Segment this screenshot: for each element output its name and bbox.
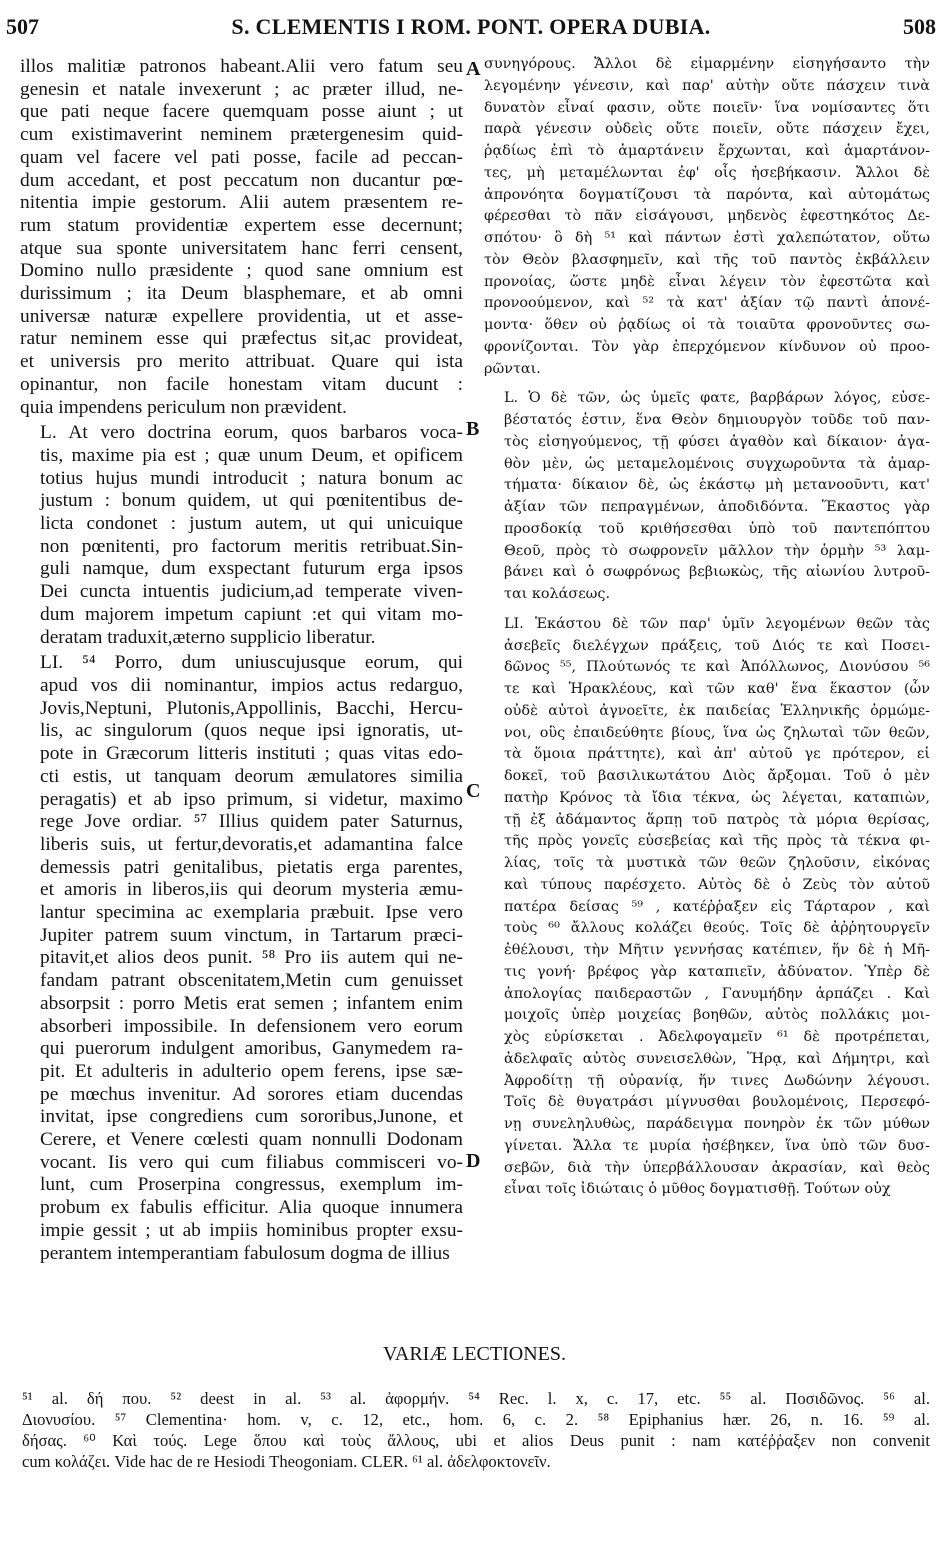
text-line: Τοῖς δὲ θυγατράσι μίγνυσθαι βουλομένοις, Περσεφό- (504, 1094, 930, 1111)
text-line: et universis pro merito attribuat. Quare qui ista (20, 351, 463, 373)
text-line: LI. ⁵⁴ Porro, dum uniuscujusque eorum, qui (40, 652, 463, 674)
greek-paragraph-2 (484, 388, 930, 606)
text-line: τῇ ἐξ ἀδάμαντος ἅρπῃ τοῦ πατρὸς τὰ μόρια θερίσας, (504, 811, 930, 828)
text-line: illos malitiæ patronos habeant.Alii vero fatum seu (20, 56, 463, 77)
text-line: licta condonet : justum autem, ut qui unicuique (40, 513, 463, 535)
text-line: dum majorem impetum capiunt :et qui vitam mo- (40, 603, 463, 625)
text-line: LI. Ἑκάστου δὲ τῶν παρ' ὑμῖν λεγομένων θεῶν τὰς (504, 615, 930, 632)
text-line: Θεοῦ, πρὸς τὸ σωφρονεῖν μᾶλλον τὴν ὁρμὴν ⁵³ λαμ- (504, 542, 930, 559)
text-line: totius hujus mundi introducit ; natura bonum ac (40, 467, 463, 489)
margin-letter-a: A (466, 58, 481, 80)
page-number-right: 508 (903, 14, 936, 39)
text-line: Jupiter patrem suum vinctum, in Tartarum præci- (40, 924, 463, 946)
greek-paragraph-1 (484, 54, 930, 380)
text-line: χὸς εὑρίσκεται . Ἀδελφογαμεῖν ⁶¹ δὲ προτρέπεται, (504, 1029, 930, 1045)
text-line: τις γονή· βρέφος γὰρ καταπιεῖν, ἀδύνατον. Ὑπὲρ δὲ (504, 963, 930, 980)
text-line: L. Ὁ δὲ τῶν, ὡς ὑμεῖς φατε, βαρβάρων λόγος, εὐσε- (504, 390, 930, 407)
text-line: atque sua sponte universitatem hanc ferri censent, (20, 237, 463, 259)
text-line: lis, ac singulorum (quos neque ipsi ignoratis, ut- (40, 720, 463, 742)
text-line: quia impendens periculum non prævident. (20, 396, 347, 418)
text-line: apud vos dii nominantur, impios actus redarguo, (40, 674, 463, 696)
text-line: φρονίζονται. Τὸν γὰρ ἐπερχόμενον κίνδυνον οὐ προο- (484, 338, 930, 355)
page-number-left: 507 (6, 14, 39, 39)
text-line: Jovis,Neptuni, Plutonis,Appollinis, Bacchi, Hercu- (40, 697, 463, 719)
text-line: τὸν Θεὸν βλασφημεῖν, καὶ τῆς τοῦ παντὸς ἐκβάλλειν (484, 251, 930, 268)
text-line: pitavit,et alios deos punit. ⁵⁸ Pro iis autem qui ne- (40, 947, 463, 969)
text-line: nitentia impie gestorum. Alii autem præsentem re- (20, 192, 463, 214)
text-line: fandam patrant obscenitatem,Metin cum genuisset (40, 970, 463, 992)
text-line: παρὰ γένεσιν οὐδεὶς οὔτε ποιεῖν, οὔτε πάσχειν ἔχει, (484, 121, 930, 138)
text-line: ἀσεβεῖς διελέγχων πράξεις, τοῦ Διός τε καὶ Ποσει- (504, 637, 930, 654)
text-line: absorpsit : porro Metis erat semen ; infantem enim (40, 992, 463, 1014)
text-line: φέρεσθαι τὸ πᾶν εἰσάγουσι, μηδενὸς ἐφεστηκότος Δε- (484, 208, 930, 225)
text-line: demessis patri genitalibus, pietatis erga parentes, (40, 856, 463, 878)
latin-paragraph-3 (20, 652, 463, 1265)
text-line: Dei cuncta intuentis judicium,ad temperate viven- (40, 581, 463, 603)
text-line: ἐθέλουσι, τὴν Μῆτιν γεννήσας κατέπιεν, ἥν δὲ ἡ Μῆ- (504, 942, 930, 958)
text-line: impie gessit ; ut ab impiis hominibus propter exsu- (40, 1219, 463, 1241)
text-line: δήσας. ⁶⁰ Καὶ τούς. Lege ὅπου καὶ τοὺς ἄλλους, ubi et alios Deus punit : nam κατέῤῥαξεν non convenit (22, 1431, 930, 1450)
text-line: guli namque, dum exspectant futurum erga ipsos (40, 558, 463, 580)
text-line: cum existimaverint neminem prætergenesim quid- (20, 124, 463, 146)
text-line: ⁵¹ al. δή που. ⁵² deest in al. ⁵³ al. ἀφορμήν. ⁵⁴ Rec. l. x, c. 17, etc. ⁵⁵ al. Ποσιδῶνος. ⁵⁶ al. (22, 1389, 930, 1408)
text-line: βέστατός ἐστιν, ἕνα Θεὸν δημιουργὸν τοῦδε τοῦ παν- (504, 412, 930, 428)
text-line: ῥᾳδίως ἐπὶ τὸ ἁμαρτάνειν ἔρχωνται, καὶ ἁμαρτάνον- (484, 143, 930, 159)
text-line: lunt, cum Proserpina congressus, exemplum im- (40, 1174, 463, 1196)
text-line: quam vel facere vel pati posse, facile ad peccan- (20, 146, 463, 168)
text-line: opinantur, non facile honestam vitam ducunt : (20, 373, 463, 395)
text-line: genesin et natale invexerunt ; ac præter illud, ne- (20, 78, 463, 100)
text-line: et amoris in liberos,iis qui deorum mysteria æmu- (40, 879, 463, 901)
text-line: ratur neminem esse qui præfectus sit,ac provideat, (20, 328, 463, 350)
text-line: βάνει καὶ ὁ σωφρόνως βεβιωκὼς, τῆς αἰωνίου λυτροῦ- (504, 564, 930, 581)
text-line: liberis suis, ut fertur,devoratis,et adamantina falce (40, 833, 463, 855)
variae-lectiones-title: VARIÆ LECTIONES. (383, 1343, 566, 1365)
margin-letter-d: D (466, 1150, 481, 1172)
text-line: συνηγόρους. Ἄλλοι δὲ εἱμαρμένην εἰσηγήσαντο τὴν (484, 56, 930, 72)
text-line: τὸς εἰσηγούμενος, τῇ φύσει ἀγαθὸν καὶ δίκαιον· ἀγα- (504, 433, 930, 450)
text-line: γίνεται. Ἄλλα τε μυρία ἠσέβηκεν, ἵνα ὑπὸ τῶν δυσ- (504, 1137, 930, 1154)
text-line: non pœnitenti, pro factorum meritis retribuat.Sin- (40, 535, 463, 557)
text-line: νοι, οὓς ἐπαιδεύθητε βίους, ἵνα ὡς ζηλωταὶ τῶν θεῶν, (504, 724, 930, 741)
text-line: σπότου· ὃ δὴ ⁵¹ καὶ πάντων ἐστὶ χαλεπώτατον, οὕτω (484, 230, 930, 246)
text-line: ἀπρονόητα δογματίζουσι τὰ παρόντα, καὶ αὐτομάτως (484, 186, 930, 203)
text-line: δυνατὸν εἶναί φασιν, οὔτε ποιεῖν· ἵνα νομίσαντες ὅτι (484, 99, 930, 116)
text-line: τὰ ὅμοια πράττητε), καὶ ἀπ' αὐτοῦ γε πρότερον, εἰ (504, 746, 930, 763)
latin-paragraph-2 (20, 422, 463, 649)
text-line: δῶνος ⁵⁵, Πλούτωνός τε καὶ Ἀπόλλωνος, Διονύσου ⁵⁶ (504, 659, 930, 676)
margin-letter-b: B (466, 418, 480, 440)
text-line: pe mœchus invenitur. Ad sorores etiam ducendas (40, 1083, 463, 1105)
text-line: οὐδὲ αὐτοὶ ἀγνοεῖτε, ἐκ παιδείας Ἑλληνικῆς ὁρμώμε- (504, 702, 930, 719)
text-line: μοντα· ὅθεν οὐ ῥᾳδίως οἱ τὰ τοιαῦτα φρονοῦντες σω- (484, 317, 930, 333)
text-line: que pati neque facere quemquam posse aiunt ; ut (20, 101, 463, 123)
text-line: νῃ συνεληλυθὼς, παράδειγμα πονηρὸν ἐκ τῶν μύθων (504, 1116, 930, 1132)
text-line: ται κολάσεως. (504, 586, 611, 602)
variae-lectiones-notes (22, 1388, 930, 1472)
text-line: τήματα· δίκαιον δὲ, ὡς ἑκάστῳ μὴ μετανοοῦντι, κατ' (504, 477, 930, 494)
text-line: πατέρα δείσας ⁵⁹ , κατέῤῥαξεν εἰς Τάρταρον , καὶ (504, 898, 930, 915)
running-header (6, 6, 936, 42)
text-line: προνοίας, ὥστε μηδὲ εἶναι λέγειν τὸν ἐφεστῶτα καὶ (484, 273, 930, 290)
text-line: durissimum ; ita Deum blasphemare, et ab omni (20, 283, 463, 305)
text-line: ρῶνται. (484, 360, 541, 377)
text-line: cum κολάζει. Vide hac de re Hesiodi Theogoniam. CLER. ⁶¹ al. ἀδελφοκτονεῖν. (22, 1452, 551, 1471)
text-line: perantem intemperantiam fabulosum dogma de illius (40, 1242, 450, 1264)
text-line: deratam traduxit,æterno supplicio liberatur. (40, 626, 376, 648)
latin-paragraph-1 (20, 56, 463, 419)
text-line: absorberi impossibile. In defensionem vero eorum (40, 1015, 463, 1037)
text-line: universæ naturæ expellere providentia, ut et asse- (20, 305, 463, 327)
text-line: pit. Et adulteris in adulterio opem ferens, ipse sæ- (40, 1060, 463, 1082)
margin-letter-c: C (466, 780, 481, 802)
text-line: λεγομένην γένεσιν, καὶ παρ' αὐτὴν οὔτε πάσχειν τινὰ (484, 77, 930, 94)
text-line: qui puerorum indulgent amoribus, Ganymedem ra- (40, 1038, 463, 1060)
text-line: vocant. Iis vero qui cum filiabus commisceri vo- (40, 1151, 463, 1173)
text-line: ἀδελφαῖς αὐτὸς συνεισελθὼν, Ἥρᾳ, καὶ Δήμητρι, καὶ (504, 1050, 930, 1067)
text-line: λίας, τοῖς τὰ μυστικὰ τῶν θεῶν ζηλοῦσιν, εἰκόνας (504, 855, 930, 871)
text-line: justum : bonum quidem, ut qui pœnitentibus de- (40, 490, 463, 512)
text-line: τῆς πρὸς γονεῖς εὐσεβείας καὶ τῆς πρὸς τὰ τέκνα φι- (504, 833, 930, 850)
text-line: προνοούμενον, καὶ ⁵² τὰ κατ' ἀξίαν τῷ παντὶ ἀπονέ- (484, 295, 930, 312)
text-line: τες, μὴ μεταμέλωνται ἐφ' οἷς ἠσεβήκασιν. Ἄλλοι δὲ (484, 164, 930, 181)
text-line: Domino nullo præsidente ; quod sane omnium est (20, 260, 463, 282)
text-line: lantur specimina ac exemplaria præbuit. Ipse vero (40, 902, 463, 924)
text-line: Διονυσίου. ⁵⁷ Clementina· hom. v, c. 12, etc., hom. 6, c. 2. ⁵⁸ Epiphanius hær. 26, n. 16. ⁵⁹ al. (22, 1410, 930, 1429)
text-line: Ἀφροδίτῃ τῇ οὐρανίᾳ, ἥν τινες Δωδώνην λέγουσι. (504, 1072, 930, 1089)
text-line: L. At vero doctrina eorum, quos barbaros voca- (40, 422, 463, 444)
text-line: probum ex fabulis efficitur. Alia quoque innumera (40, 1197, 463, 1219)
text-line: πατὴρ Κρόνος τὰ ἴδια τέκνα, ὡς λέγεται, καταπιὼν, (504, 789, 930, 806)
text-line: καὶ τύπους παρέσχετο. Αὐτὸς δὲ ὁ Ζεὺς τὸν αὑτοῦ (504, 876, 930, 893)
text-line: cti estis, ut tanquam deorum æmulatores similia (40, 765, 463, 787)
text-line: τοὺς ⁶⁰ ἄλλους κολάζει θεούς. Τοῖς δὲ ἀῤῥητουργεῖν (504, 920, 930, 937)
latin-column (20, 56, 463, 1264)
text-line: pote in Græcorum litteris instituti ; quas vitas edo- (40, 743, 463, 765)
text-line: ἀπολογίας παιδεραστῶν , Γανυμήδην ἁρπάζει . Καὶ (504, 985, 930, 1002)
text-line: dum accedant, et post peccatum non ducantur pœ- (20, 169, 463, 191)
text-line: peragatis) et ab ipso primum, si videtur, maximo (40, 788, 463, 810)
text-line: σεβῶν, διὰ τὴν ὑπερβάλλουσαν ἀκρασίαν, καὶ θεὸς (504, 1159, 930, 1176)
running-title: S. CLEMENTIS I ROM. PONT. OPERA DUBIA. (231, 14, 711, 39)
greek-column (484, 54, 930, 1244)
text-line: ἀξίαν τῶν πεπραγμένων, ἀποδιδόντα. Ἕκαστος γὰρ (504, 499, 930, 515)
text-line: τε καὶ Ἡρακλέους, καὶ τῶν καθ' ἕνα ἕκαστον (ὧν (504, 681, 930, 697)
text-line: rum statum providentiæ expertem esse decernunt; (20, 214, 463, 236)
text-line: rege Jove ordiar. ⁵⁷ Illius quidem pater Saturnus, (40, 811, 463, 833)
text-line: invitat, ipse congrediens cum sororibus,Junone, et (40, 1106, 463, 1128)
text-line: μοιχοῖς ὑπὲρ μοιχείας βοηθῶν, αὐτὸς πολλάκις μοι- (504, 1007, 930, 1024)
text-line: εἶναι τοῖς ἰδιώταις ὁ μῦθος δογματισθῇ. Τούτων οὐχ (504, 1181, 891, 1198)
text-line: tis, maxime pia est ; quæ unum Deum, et opificem (40, 444, 463, 466)
text-line: θὸν μὲν, ὡς μεταμελομένοις συγχωροῦντα τὰ ἁμαρ- (504, 455, 930, 472)
text-line: προσδοκίᾳ τοῦ κριθήσεσθαι ὑπὸ τοῦ παντεπόπτου (504, 520, 930, 537)
text-line: δοκεῖ, τοῦ βασιλικωτάτου Διὸς ἄρξομαι. Τοῦ ὁ μὲν (504, 768, 930, 784)
text-line: Cerere, et Venere cœlesti quam nonnulli Dodonam (40, 1129, 463, 1151)
greek-paragraph-3 (484, 614, 930, 1201)
